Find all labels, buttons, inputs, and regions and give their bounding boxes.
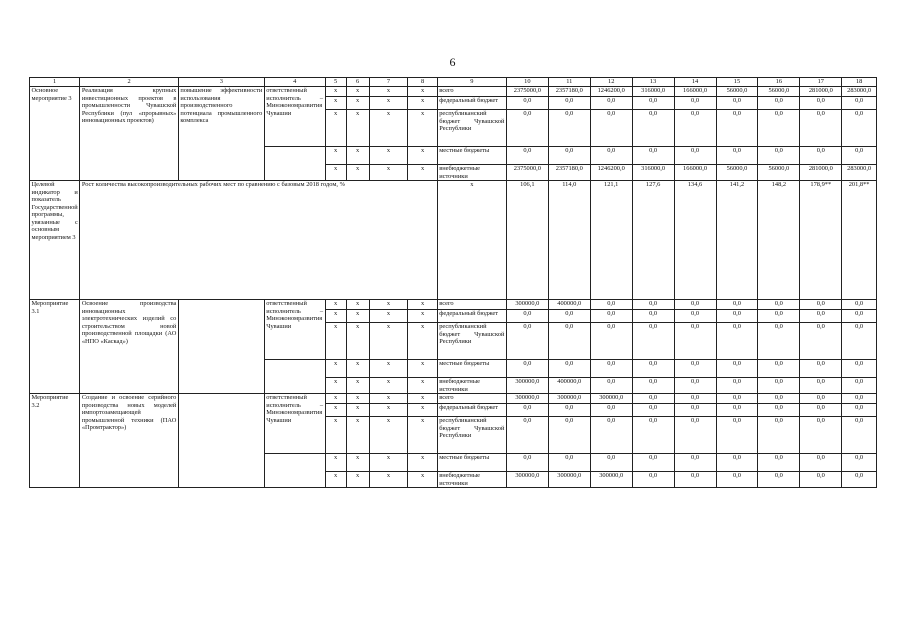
code-cell: x: [346, 310, 369, 323]
code-cell: x: [346, 97, 369, 110]
column-number: 2: [80, 78, 179, 87]
column-number: 8: [408, 78, 437, 87]
column-number: 17: [800, 78, 842, 87]
column-number: 9: [437, 78, 506, 87]
code-cell: x: [408, 165, 437, 181]
code-cell: x: [408, 417, 437, 454]
amount-cell: 56000,0: [716, 87, 758, 97]
funding-source: всего: [437, 300, 506, 310]
amount-cell: 166000,0: [674, 87, 716, 97]
main-measure-goal: повышение эффективности использования производственного потенциала промышленного комплекса: [178, 87, 264, 181]
amount-cell: 56000,0: [716, 165, 758, 181]
amount-cell: 300000,0: [590, 394, 632, 404]
code-cell: x: [346, 472, 369, 488]
amount-cell: 0,0: [716, 454, 758, 472]
code-cell: x: [369, 378, 408, 394]
funding-source: внебюджетные источники: [437, 378, 506, 394]
amount-cell: 0,0: [506, 147, 548, 165]
amount-cell: 0,0: [548, 147, 590, 165]
amount-cell: 0,0: [842, 110, 877, 147]
amount-cell: 400000,0: [548, 378, 590, 394]
amount-cell: 0,0: [716, 394, 758, 404]
column-number: 4: [264, 78, 325, 87]
amount-cell: 300000,0: [506, 300, 548, 310]
amount-cell: 0,0: [758, 417, 800, 454]
amount-cell: 0,0: [716, 360, 758, 378]
amount-cell: 0,0: [800, 310, 842, 323]
amount-cell: 0,0: [758, 360, 800, 378]
code-cell: x: [325, 97, 346, 110]
code-cell: x: [325, 360, 346, 378]
code-cell: x: [369, 97, 408, 110]
amount-cell: 300000,0: [548, 472, 590, 488]
code-cell: x: [325, 110, 346, 147]
amount-cell: 0,0: [506, 310, 548, 323]
amount-cell: 0,0: [758, 147, 800, 165]
code-cell: x: [408, 97, 437, 110]
amount-cell: 0,0: [716, 300, 758, 310]
code-cell: x: [325, 417, 346, 454]
amount-cell: 0,0: [632, 360, 674, 378]
code-cell: x: [325, 394, 346, 404]
code-cell: x: [346, 360, 369, 378]
column-number: 13: [632, 78, 674, 87]
funding-source: всего: [437, 394, 506, 404]
amount-cell: 0,0: [758, 300, 800, 310]
code-cell: x: [346, 404, 369, 417]
amount-cell: 0,0: [800, 300, 842, 310]
code-cell: x: [369, 394, 408, 404]
column-number: 6: [346, 78, 369, 87]
amount-cell: 0,0: [716, 147, 758, 165]
amount-cell: 0,0: [632, 472, 674, 488]
amount-cell: 0,0: [632, 300, 674, 310]
funding-row: [30, 394, 877, 404]
amount-cell: 0,0: [590, 97, 632, 110]
amount-cell: 0,0: [758, 394, 800, 404]
amount-cell: 0,0: [800, 378, 842, 394]
amount-cell: 300000,0: [590, 472, 632, 488]
column-number: 1: [30, 78, 80, 87]
amount-cell: 0,0: [590, 404, 632, 417]
amount-cell: 283000,0: [842, 87, 877, 97]
code-cell: x: [346, 110, 369, 147]
code-cell: x: [369, 360, 408, 378]
amount-cell: 0,0: [842, 404, 877, 417]
empty-executor-cell: [264, 147, 325, 181]
amount-cell: 0,0: [590, 300, 632, 310]
amount-cell: 0,0: [674, 147, 716, 165]
amount-cell: 2375000,0: [506, 165, 548, 181]
amount-cell: 0,0: [674, 454, 716, 472]
funding-row: [30, 87, 877, 97]
amount-cell: 0,0: [548, 360, 590, 378]
table-body: [30, 78, 877, 488]
code-cell: x: [325, 323, 346, 360]
indicator-value: 106,1: [506, 181, 548, 300]
measure-2-description: Создание и освоение серийного производства новых моделей импортозамещающей промышленной техники (ПАО «Промтрактор»): [80, 394, 179, 488]
amount-cell: 0,0: [506, 404, 548, 417]
amount-cell: 0,0: [548, 323, 590, 360]
code-cell: x: [325, 472, 346, 488]
amount-cell: 0,0: [590, 323, 632, 360]
amount-cell: 300000,0: [506, 394, 548, 404]
amount-cell: 0,0: [758, 323, 800, 360]
amount-cell: 166000,0: [674, 165, 716, 181]
code-cell: x: [408, 323, 437, 360]
indicator-value: 134,6: [674, 181, 716, 300]
code-cell: x: [408, 87, 437, 97]
amount-cell: 0,0: [632, 394, 674, 404]
indicator-value: 121,1: [590, 181, 632, 300]
amount-cell: 0,0: [716, 378, 758, 394]
amount-cell: 0,0: [716, 417, 758, 454]
funding-source: республиканский бюджет Чувашской Республики: [437, 110, 506, 147]
amount-cell: 0,0: [632, 310, 674, 323]
measure-2-goal: [178, 394, 264, 488]
code-cell: x: [408, 110, 437, 147]
amount-cell: 0,0: [674, 360, 716, 378]
amount-cell: 0,0: [842, 472, 877, 488]
funding-source: республиканский бюджет Чувашской Республики: [437, 323, 506, 360]
code-cell: x: [408, 147, 437, 165]
column-number: 16: [758, 78, 800, 87]
amount-cell: 0,0: [758, 454, 800, 472]
amount-cell: 0,0: [632, 404, 674, 417]
code-cell: x: [325, 404, 346, 417]
code-cell: x: [408, 472, 437, 488]
amount-cell: 0,0: [800, 110, 842, 147]
measure-1-name: Мероприятие 3.1: [30, 300, 80, 394]
column-number: 15: [716, 78, 758, 87]
code-cell: x: [346, 165, 369, 181]
code-cell: x: [346, 87, 369, 97]
amount-cell: 0,0: [800, 394, 842, 404]
code-cell: x: [346, 378, 369, 394]
code-cell: x: [369, 110, 408, 147]
amount-cell: 0,0: [758, 472, 800, 488]
amount-cell: 0,0: [716, 97, 758, 110]
amount-cell: 0,0: [506, 454, 548, 472]
funding-source: всего: [437, 87, 506, 97]
amount-cell: 0,0: [716, 472, 758, 488]
funding-source: федеральный бюджет: [437, 97, 506, 110]
amount-cell: 0,0: [548, 110, 590, 147]
amount-cell: 400000,0: [548, 300, 590, 310]
amount-cell: 0,0: [674, 378, 716, 394]
amount-cell: 0,0: [590, 147, 632, 165]
funding-source: внебюджетные источники: [437, 165, 506, 181]
code-cell: x: [408, 310, 437, 323]
amount-cell: 0,0: [800, 404, 842, 417]
measure-1-description: Освоение производства инновационных электротехнических изделий со строительством новой производственной площадки (АО «НПО «Каскад»): [80, 300, 179, 394]
code-cell: x: [346, 323, 369, 360]
indicator-value: 114,0: [548, 181, 590, 300]
amount-cell: 0,0: [548, 404, 590, 417]
amount-cell: 316000,0: [632, 165, 674, 181]
amount-cell: 0,0: [548, 454, 590, 472]
amount-cell: 0,0: [548, 97, 590, 110]
amount-cell: 0,0: [674, 97, 716, 110]
code-cell: x: [369, 87, 408, 97]
amount-cell: 300000,0: [506, 472, 548, 488]
amount-cell: 2357180,0: [548, 87, 590, 97]
amount-cell: 0,0: [674, 110, 716, 147]
amount-cell: 0,0: [842, 454, 877, 472]
program-table: [29, 77, 877, 488]
column-number: 5: [325, 78, 346, 87]
amount-cell: 56000,0: [758, 165, 800, 181]
main-measure-executor: ответственный исполнитель – Минэкономразвития Чувашии: [264, 87, 325, 147]
amount-cell: 0,0: [632, 378, 674, 394]
amount-cell: 0,0: [842, 360, 877, 378]
amount-cell: 0,0: [506, 97, 548, 110]
funding-row: [30, 300, 877, 310]
funding-source: федеральный бюджет: [437, 404, 506, 417]
funding-source: местные бюджеты: [437, 360, 506, 378]
indicator-code: x: [437, 181, 506, 300]
indicator-text: Рост количества высокопроизводительных рабочих мест по сравнению с базовым 2018 годом, %: [80, 181, 437, 300]
amount-cell: 0,0: [590, 360, 632, 378]
amount-cell: 0,0: [800, 323, 842, 360]
amount-cell: 0,0: [800, 472, 842, 488]
amount-cell: 0,0: [632, 97, 674, 110]
column-number: 18: [842, 78, 877, 87]
amount-cell: 0,0: [800, 360, 842, 378]
amount-cell: 0,0: [674, 310, 716, 323]
amount-cell: 0,0: [842, 394, 877, 404]
code-cell: x: [325, 87, 346, 97]
column-number: 7: [369, 78, 408, 87]
amount-cell: 0,0: [632, 110, 674, 147]
amount-cell: 0,0: [758, 378, 800, 394]
amount-cell: 0,0: [548, 310, 590, 323]
measure-1-executor: ответственный исполнитель – Минэкономразвития Чувашии: [264, 300, 325, 360]
funding-source: местные бюджеты: [437, 147, 506, 165]
main-measure-description: Реализация крупных инвестиционных проектов в промышленности Чувашской Республики (пул «прорывных» инновационных проектов): [80, 87, 179, 181]
funding-source: местные бюджеты: [437, 454, 506, 472]
amount-cell: 0,0: [674, 417, 716, 454]
amount-cell: 0,0: [506, 360, 548, 378]
amount-cell: 0,0: [716, 110, 758, 147]
code-cell: x: [408, 300, 437, 310]
amount-cell: 0,0: [590, 110, 632, 147]
amount-cell: 0,0: [506, 417, 548, 454]
amount-cell: 0,0: [590, 378, 632, 394]
amount-cell: 2357180,0: [548, 165, 590, 181]
amount-cell: 0,0: [716, 310, 758, 323]
measure-2-name: Мероприятие 3.2: [30, 394, 80, 488]
amount-cell: 0,0: [800, 417, 842, 454]
indicator-value: 127,6: [632, 181, 674, 300]
amount-cell: 0,0: [842, 310, 877, 323]
amount-cell: 0,0: [758, 110, 800, 147]
amount-cell: 0,0: [674, 404, 716, 417]
amount-cell: 0,0: [800, 454, 842, 472]
code-cell: x: [408, 404, 437, 417]
amount-cell: 0,0: [632, 147, 674, 165]
measure-2-executor: ответственный исполнитель – Минэкономразвития Чувашии: [264, 394, 325, 454]
column-number: 11: [548, 78, 590, 87]
code-cell: x: [346, 147, 369, 165]
code-cell: x: [369, 417, 408, 454]
code-cell: x: [325, 454, 346, 472]
column-number: 10: [506, 78, 548, 87]
empty-executor-cell: [264, 360, 325, 394]
code-cell: x: [346, 417, 369, 454]
code-cell: x: [369, 454, 408, 472]
funding-source: внебюджетные источники: [437, 472, 506, 488]
code-cell: x: [325, 147, 346, 165]
measure-1-goal: [178, 300, 264, 394]
code-cell: x: [369, 300, 408, 310]
amount-cell: 0,0: [842, 323, 877, 360]
amount-cell: 2375000,0: [506, 87, 548, 97]
code-cell: x: [408, 360, 437, 378]
amount-cell: 0,0: [674, 394, 716, 404]
indicator-value: 178,9**: [800, 181, 842, 300]
indicator-name: Целевой индикатор и показатель Государственной программы, увязанные с основным мероприятием 3: [30, 181, 80, 300]
amount-cell: 0,0: [548, 417, 590, 454]
amount-cell: 0,0: [632, 417, 674, 454]
indicator-value: 148,2: [758, 181, 800, 300]
amount-cell: 281000,0: [800, 87, 842, 97]
code-cell: x: [346, 394, 369, 404]
amount-cell: 0,0: [758, 404, 800, 417]
main-measure-name: Основное мероприятие 3: [30, 87, 80, 181]
empty-executor-cell: [264, 454, 325, 488]
column-number-row: [30, 78, 877, 87]
amount-cell: 0,0: [842, 97, 877, 110]
indicator-value: 201,8**: [842, 181, 877, 300]
amount-cell: 0,0: [506, 110, 548, 147]
indicator-row: [30, 181, 877, 300]
code-cell: x: [408, 454, 437, 472]
code-cell: x: [325, 378, 346, 394]
amount-cell: 0,0: [674, 300, 716, 310]
amount-cell: 300000,0: [506, 378, 548, 394]
amount-cell: 0,0: [842, 378, 877, 394]
amount-cell: 1246200,0: [590, 165, 632, 181]
code-cell: x: [346, 300, 369, 310]
amount-cell: 0,0: [590, 310, 632, 323]
code-cell: x: [369, 165, 408, 181]
amount-cell: 0,0: [674, 323, 716, 360]
amount-cell: 0,0: [632, 454, 674, 472]
column-number: 14: [674, 78, 716, 87]
amount-cell: 0,0: [632, 323, 674, 360]
code-cell: x: [369, 310, 408, 323]
code-cell: x: [369, 472, 408, 488]
amount-cell: 0,0: [758, 310, 800, 323]
amount-cell: 0,0: [716, 404, 758, 417]
amount-cell: 56000,0: [758, 87, 800, 97]
code-cell: x: [369, 323, 408, 360]
amount-cell: 1246200,0: [590, 87, 632, 97]
column-number: 12: [590, 78, 632, 87]
amount-cell: 0,0: [800, 147, 842, 165]
amount-cell: 283000,0: [842, 165, 877, 181]
funding-source: федеральный бюджет: [437, 310, 506, 323]
amount-cell: 281000,0: [800, 165, 842, 181]
code-cell: x: [369, 404, 408, 417]
amount-cell: 0,0: [842, 300, 877, 310]
funding-source: республиканский бюджет Чувашской Республики: [437, 417, 506, 454]
code-cell: x: [325, 310, 346, 323]
amount-cell: 0,0: [842, 417, 877, 454]
amount-cell: 300000,0: [548, 394, 590, 404]
amount-cell: 0,0: [716, 323, 758, 360]
amount-cell: 0,0: [590, 454, 632, 472]
amount-cell: 0,0: [758, 97, 800, 110]
amount-cell: 0,0: [506, 323, 548, 360]
amount-cell: 0,0: [674, 472, 716, 488]
code-cell: x: [408, 378, 437, 394]
amount-cell: 0,0: [800, 97, 842, 110]
page-number: 6: [449, 55, 456, 69]
code-cell: x: [325, 300, 346, 310]
amount-cell: 316000,0: [632, 87, 674, 97]
amount-cell: 0,0: [590, 417, 632, 454]
code-cell: x: [369, 147, 408, 165]
amount-cell: 0,0: [842, 147, 877, 165]
code-cell: x: [408, 394, 437, 404]
column-number: 3: [178, 78, 264, 87]
indicator-value: 141,2: [716, 181, 758, 300]
code-cell: x: [325, 165, 346, 181]
code-cell: x: [346, 454, 369, 472]
